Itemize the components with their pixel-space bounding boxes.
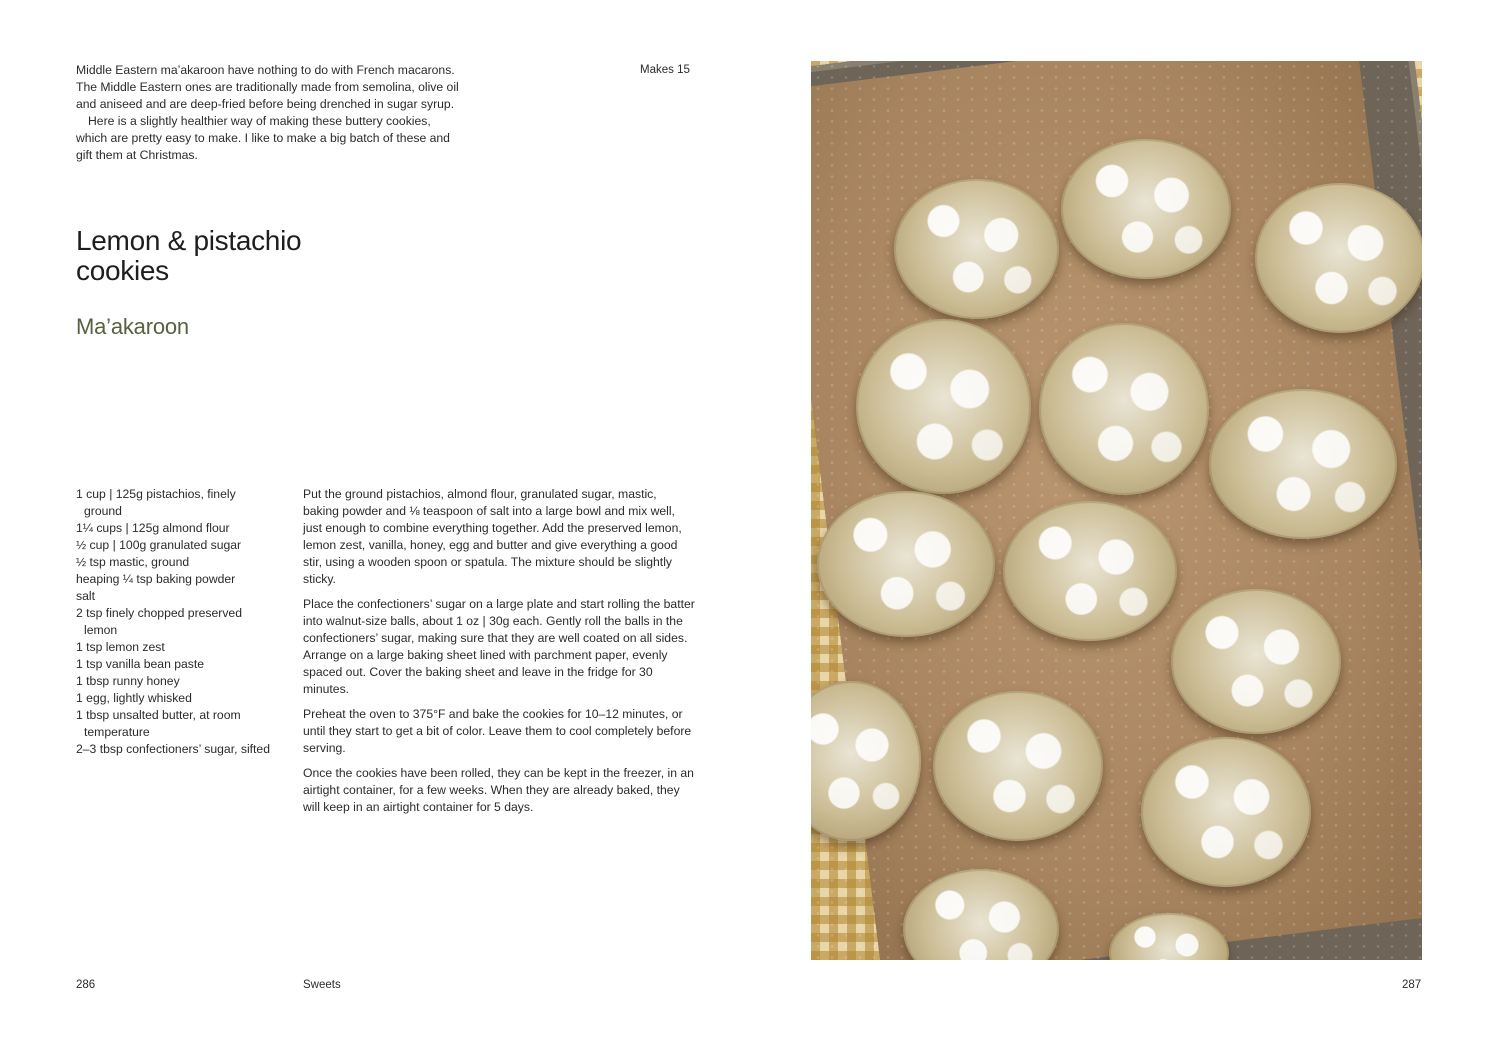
- method-step-2: Place the confectioners’ sugar on a large plate and start rolling the batter into walnut-size balls, about 1 oz | 30g each. Gently roll the balls in the confectioners’ sugar, making sure that they are well coated on all sides. Arrange on a large baking sheet lined with parchment paper, evenly spaced out. Cover the baking sheet and leave in the fridge for 30 minutes.: [303, 597, 695, 696]
- ingredient-item: 1 cup | 125g pistachios, finely ground: [76, 487, 236, 518]
- method-step-1: Put the ground pistachios, almond flour, granulated sugar, mastic, baking powder and ⅛ teaspoon of salt into a large bowl and mix well, just enough to combine everything together. Add the preserved lemon, lemon zest, vanilla, honey, egg and butter and give everything a good stir, using a wooden spoon or spatula. The mixture should be slightly sticky.: [303, 487, 682, 586]
- cookies-photo: [811, 61, 1422, 960]
- page-number-left: 286: [76, 979, 96, 991]
- ingredient-item: 1 tbsp unsalted butter, at room temperature: [76, 708, 241, 739]
- intro-paragraph-1: Middle Eastern ma’akaroon have nothing to do with French macarons. The Middle Eastern ones are traditionally made from semolina, olive oil and aniseed and are deep-fried before being drenched in sugar syrup.: [76, 63, 459, 111]
- ingredient-item: 2–3 tbsp confectioners’ sugar, sifted: [76, 742, 270, 756]
- ingredient-item: 1 egg, lightly whisked: [76, 691, 192, 705]
- intro-paragraph-2: Here is a slightly healthier way of making these buttery cookies, which are pretty easy to make. I like to make a big batch of these and gift them at Christmas.: [76, 114, 450, 162]
- cookie: [817, 491, 995, 637]
- cookie: [933, 691, 1103, 841]
- ingredient-item: 1 tsp lemon zest: [76, 640, 165, 654]
- cookie: [1171, 589, 1341, 734]
- cookie: [894, 179, 1059, 319]
- cookie: [856, 319, 1031, 494]
- ingredient-item: salt: [76, 589, 95, 603]
- cookie: [1255, 183, 1422, 333]
- section-name: Sweets: [303, 979, 341, 991]
- recipe-title: [76, 226, 301, 286]
- ingredient-item: heaping ¼ tsp baking powder: [76, 572, 236, 586]
- ingredient-item: 1 tsp vanilla bean paste: [76, 657, 205, 671]
- ingredient-item: ½ tsp mastic, ground: [76, 555, 190, 569]
- method-steps: [303, 486, 695, 824]
- cookie: [1141, 737, 1311, 887]
- recipe-subtitle: Ma’akaroon: [76, 314, 189, 339]
- method-step-3: Preheat the oven to 375°F and bake the cookies for 10–12 minutes, or until they start to get a bit of color. Leave them to cool completely before serving.: [303, 707, 692, 755]
- recipe-intro: [76, 62, 461, 164]
- recipe-title-line-1: Lemon & pistachio: [76, 225, 302, 256]
- ingredients-list: [76, 486, 271, 758]
- recipe-title-line-2: cookies: [76, 255, 169, 286]
- cookie: [1209, 389, 1397, 539]
- page-number-right: 287: [1402, 979, 1422, 991]
- ingredient-item: 1 tbsp runny honey: [76, 674, 180, 688]
- ingredient-item: 2 tsp finely chopped preserved lemon: [76, 606, 242, 637]
- ingredient-item: ½ cup | 100g granulated sugar: [76, 538, 242, 552]
- ingredient-item: 1¼ cups | 125g almond flour: [76, 521, 230, 535]
- recipe-yield: Makes 15: [640, 64, 690, 76]
- method-step-4: Once the cookies have been rolled, they can be kept in the freezer, in an airtight container, for a few weeks. When they are already baked, they will keep in an airtight container for 5 days.: [303, 766, 694, 814]
- cookie: [1003, 501, 1177, 641]
- cookie: [1039, 323, 1209, 495]
- cookie: [1061, 139, 1231, 279]
